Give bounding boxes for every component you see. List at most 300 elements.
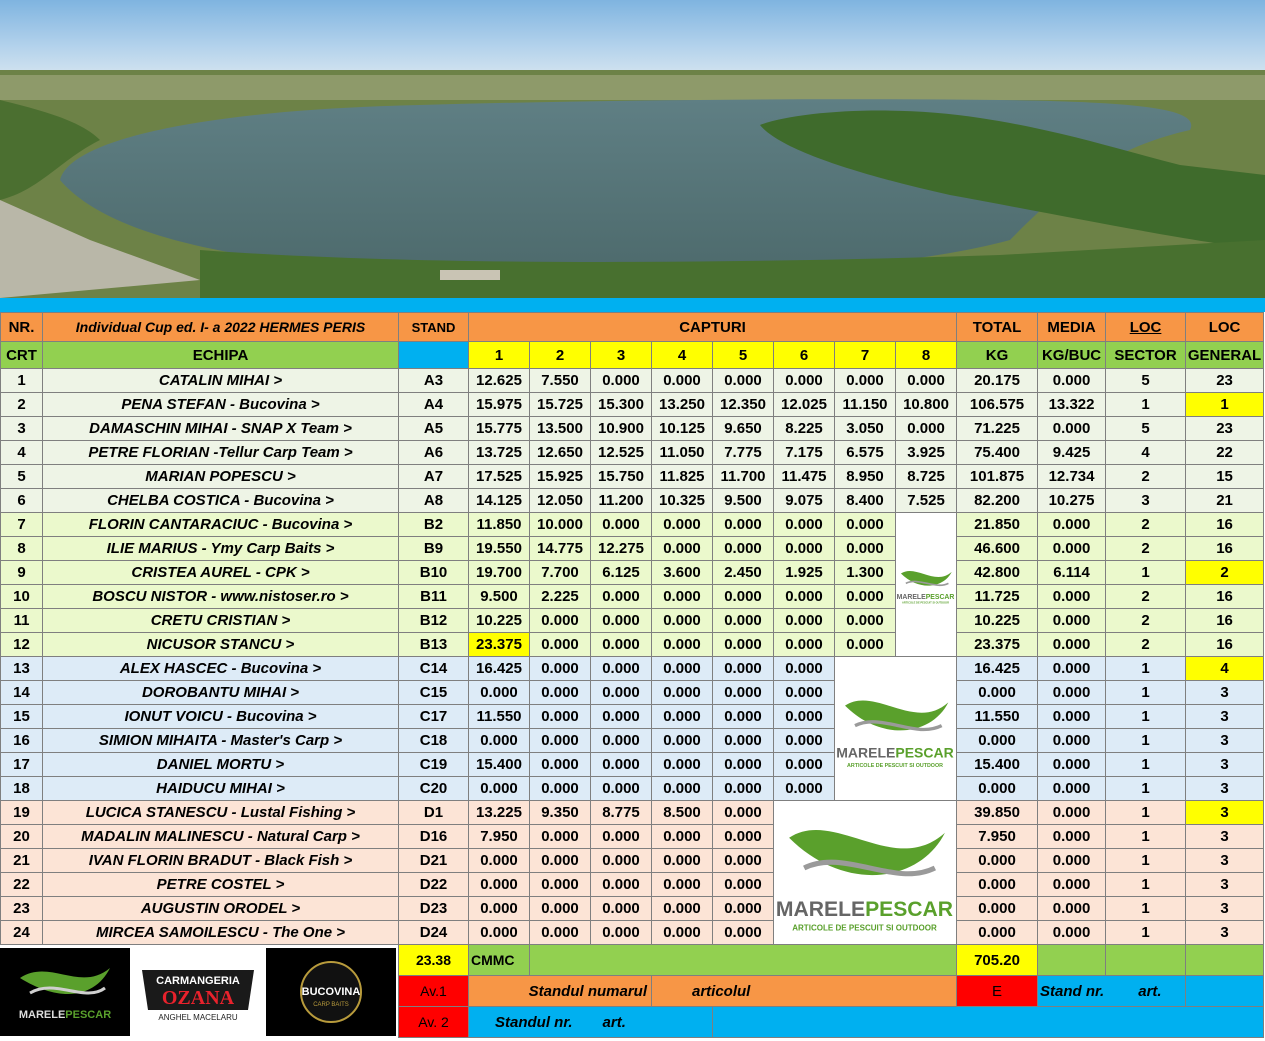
- capture-col-7: 7: [835, 342, 896, 369]
- loc-general-cell: 3: [1186, 801, 1264, 825]
- media-cell: 0.000: [1038, 729, 1106, 753]
- total-kg-cell: 75.400: [957, 441, 1038, 465]
- media-cell: 0.000: [1038, 777, 1106, 801]
- capture-cell: 11.050: [652, 441, 713, 465]
- capture-cell: 12.525: [591, 441, 652, 465]
- capture-cell: 0.000: [591, 369, 652, 393]
- row-number: 21: [1, 849, 43, 873]
- capture-cell: 0.000: [591, 873, 652, 897]
- competitor-team-text: - Bucovina >: [240, 492, 334, 509]
- stand-cell: D1: [399, 801, 469, 825]
- capture-cell: 15.725: [530, 393, 591, 417]
- stand-cell: C14: [399, 657, 469, 681]
- capture-cell: 0.000: [652, 609, 713, 633]
- capture-cell: 0.000: [652, 681, 713, 705]
- competitor-name-text: PENA STEFAN: [121, 396, 226, 413]
- capture-cell: 0.000: [530, 921, 591, 945]
- header-loc-general: LOC: [1186, 313, 1264, 342]
- table-row: [1, 777, 1264, 801]
- competitor-name-text: CHELBA COSTICA: [107, 492, 241, 509]
- capture-cell: 10.225: [469, 609, 530, 633]
- competitor-name-text: CATALIN MIHAI >: [158, 372, 283, 389]
- table-row: [1, 753, 1264, 777]
- loc-general-cell: 3: [1186, 777, 1264, 801]
- total-kg-cell: 23.375: [957, 633, 1038, 657]
- competitor-team-text: - SNAP X Team >: [227, 420, 352, 437]
- marele-pescar-logo: [896, 513, 957, 657]
- media-cell: 10.275: [1038, 489, 1106, 513]
- capture-cell: 12.650: [530, 441, 591, 465]
- capture-cell: 12.025: [774, 393, 835, 417]
- competitor-name-text: IONUT VOICU: [124, 708, 223, 725]
- table-row: [1, 657, 1264, 681]
- media-cell: 13.322: [1038, 393, 1106, 417]
- capture-cell: 0.000: [469, 729, 530, 753]
- loc-general-cell: 4: [1186, 657, 1264, 681]
- capture-cell: 0.000: [835, 369, 896, 393]
- capture-cell: 0.000: [774, 753, 835, 777]
- media-cell: 0.000: [1038, 417, 1106, 441]
- capture-cell: 0.000: [652, 585, 713, 609]
- table-row: [1, 849, 1264, 873]
- stand-cell: D23: [399, 897, 469, 921]
- table-row: [1, 633, 1264, 657]
- loc-general-cell: 3: [1186, 873, 1264, 897]
- loc-sector-cell: 1: [1106, 753, 1186, 777]
- capture-cell: 11.825: [652, 465, 713, 489]
- competitor-name: [43, 633, 399, 657]
- loc-general-cell: 3: [1186, 849, 1264, 873]
- stand-cell: B10: [399, 561, 469, 585]
- capture-cell: 0.000: [530, 897, 591, 921]
- loc-sector-cell: 1: [1106, 921, 1186, 945]
- competitor-name: [43, 873, 399, 897]
- loc-sector-cell: 1: [1106, 705, 1186, 729]
- capture-cell: 11.550: [469, 705, 530, 729]
- capture-cell: 0.000: [774, 609, 835, 633]
- competitor-team-text: - CPK >: [251, 564, 310, 581]
- capture-cell: 12.275: [591, 537, 652, 561]
- capture-cell: 0.000: [530, 681, 591, 705]
- capture-cell: 0.000: [591, 681, 652, 705]
- competitor-team-text: - Bucovina >: [222, 708, 317, 725]
- media-cell: 0.000: [1038, 825, 1106, 849]
- loc-sector-cell: 1: [1106, 849, 1186, 873]
- table-row: [1, 729, 1264, 753]
- competitor-name: [43, 801, 399, 825]
- competitor-name: [43, 777, 399, 801]
- capture-cell: 0.000: [896, 369, 957, 393]
- competitor-name: [43, 825, 399, 849]
- capture-cell: 11.475: [774, 465, 835, 489]
- media-cell: 0.000: [1038, 849, 1106, 873]
- capture-cell: 0.000: [652, 873, 713, 897]
- table-row: [1, 369, 1264, 393]
- table-row: [1, 873, 1264, 897]
- capture-cell: 2.450: [713, 561, 774, 585]
- best-catch-value: 23.38: [399, 945, 469, 976]
- capture-cell: 3.925: [896, 441, 957, 465]
- row-number: 6: [1, 489, 43, 513]
- competitor-name: [43, 753, 399, 777]
- competitor-name: [43, 897, 399, 921]
- loc-general-cell: 3: [1186, 921, 1264, 945]
- competitor-name: [43, 681, 399, 705]
- total-kg-cell: 82.200: [957, 489, 1038, 513]
- row-number: 4: [1, 441, 43, 465]
- loc-general-cell: 15: [1186, 465, 1264, 489]
- stand-cell: C18: [399, 729, 469, 753]
- loc-sector-cell: 1: [1106, 393, 1186, 417]
- e-label: E: [957, 976, 1038, 1007]
- capture-cell: 0.000: [713, 801, 774, 825]
- table-row: [1, 417, 1264, 441]
- capture-col-3: 3: [591, 342, 652, 369]
- total-kg-cell: 7.950: [957, 825, 1038, 849]
- media-cell: 6.114: [1038, 561, 1106, 585]
- av1-text-a: Standul numarul: [528, 982, 647, 1000]
- capture-cell: 0.000: [591, 921, 652, 945]
- capture-cell: 0.000: [652, 657, 713, 681]
- capture-cell: 15.750: [591, 465, 652, 489]
- capture-cell: 0.000: [713, 849, 774, 873]
- loc-general-cell: 3: [1186, 825, 1264, 849]
- row-number: 14: [1, 681, 43, 705]
- loc-sector-cell: 1: [1106, 681, 1186, 705]
- capture-cell: 9.075: [774, 489, 835, 513]
- media-cell: 0.000: [1038, 873, 1106, 897]
- capture-cell: 16.425: [469, 657, 530, 681]
- stand-cell: B12: [399, 609, 469, 633]
- loc-sector-cell: 5: [1106, 417, 1186, 441]
- capture-cell: 0.000: [530, 729, 591, 753]
- capture-col-4: 4: [652, 342, 713, 369]
- row-number: 5: [1, 465, 43, 489]
- loc-general-cell: 3: [1186, 729, 1264, 753]
- row-number: 8: [1, 537, 43, 561]
- capture-cell: 2.225: [530, 585, 591, 609]
- marele-pescar-logo: [835, 657, 957, 801]
- capture-cell: 10.000: [530, 513, 591, 537]
- loc-sector-cell: 2: [1106, 537, 1186, 561]
- header-row-2: [1, 342, 1264, 369]
- media-cell: 0.000: [1038, 705, 1106, 729]
- capture-cell: 10.900: [591, 417, 652, 441]
- competitor-team-text: -Tellur Carp Team >: [209, 444, 353, 461]
- media-cell: 0.000: [1038, 753, 1106, 777]
- loc-sector-cell: 2: [1106, 513, 1186, 537]
- stand-cell: C15: [399, 681, 469, 705]
- competitor-name: [43, 921, 399, 945]
- capture-cell: 7.525: [896, 489, 957, 513]
- media-cell: 9.425: [1038, 441, 1106, 465]
- loc-general-cell: 3: [1186, 681, 1264, 705]
- header-loc-sector: LOC: [1106, 313, 1186, 342]
- loc-sector-cell: 3: [1106, 489, 1186, 513]
- loc-general-cell: 2: [1186, 561, 1264, 585]
- capture-cell: 0.000: [713, 753, 774, 777]
- total-kg-cell: 42.800: [957, 561, 1038, 585]
- capture-cell: 23.375: [469, 633, 530, 657]
- table-row: [1, 609, 1264, 633]
- row-number: 7: [1, 513, 43, 537]
- capture-cell: 15.775: [469, 417, 530, 441]
- capture-cell: 6.575: [835, 441, 896, 465]
- media-cell: 12.734: [1038, 465, 1106, 489]
- capture-cell: 7.950: [469, 825, 530, 849]
- competitor-name: [43, 537, 399, 561]
- capture-cell: 0.000: [652, 705, 713, 729]
- stand-cell: A4: [399, 393, 469, 417]
- results-table: [0, 312, 1264, 1038]
- capture-cell: 0.000: [774, 537, 835, 561]
- capture-cell: 11.850: [469, 513, 530, 537]
- capture-cell: 0.000: [835, 609, 896, 633]
- loc-sector-cell: 1: [1106, 873, 1186, 897]
- table-row: [1, 465, 1264, 489]
- capture-cell: 8.775: [591, 801, 652, 825]
- svg-text:MARELEPESCAR: MARELEPESCAR: [775, 897, 954, 921]
- capture-cell: 10.800: [896, 393, 957, 417]
- marele-pescar-logo: [774, 801, 957, 945]
- capture-cell: 0.000: [591, 705, 652, 729]
- capture-cell: 0.000: [591, 897, 652, 921]
- loc-sector-cell: 1: [1106, 897, 1186, 921]
- capture-cell: 0.000: [713, 729, 774, 753]
- capture-cell: 0.000: [591, 729, 652, 753]
- competitor-name-text: PETRE FLORIAN: [88, 444, 210, 461]
- capture-cell: 0.000: [530, 873, 591, 897]
- total-kg-cell: 0.000: [957, 849, 1038, 873]
- loc-sector-cell: 2: [1106, 609, 1186, 633]
- header-general: GENERAL: [1186, 342, 1264, 369]
- row-number: 11: [1, 609, 43, 633]
- competitor-name-text: NICUSOR STANCU >: [146, 636, 295, 653]
- capture-cell: 0.000: [652, 369, 713, 393]
- competitor-team-text: - Black Fish >: [250, 852, 353, 869]
- capture-cell: 14.125: [469, 489, 530, 513]
- capture-cell: 0.000: [774, 633, 835, 657]
- svg-text:ANGHEL MACELARU: ANGHEL MACELARU: [158, 1013, 238, 1022]
- table-row: [1, 705, 1264, 729]
- media-cell: 0.000: [1038, 921, 1106, 945]
- capture-cell: 0.000: [713, 537, 774, 561]
- av2-text-a: Standul nr.: [495, 1013, 573, 1031]
- capture-cell: 15.925: [530, 465, 591, 489]
- capture-cell: 3.050: [835, 417, 896, 441]
- capture-cell: 0.000: [591, 825, 652, 849]
- loc-sector-cell: 1: [1106, 777, 1186, 801]
- competitor-team-text: - Bucovina >: [225, 396, 320, 413]
- row-number: 18: [1, 777, 43, 801]
- media-cell: 0.000: [1038, 513, 1106, 537]
- capture-cell: 0.000: [835, 633, 896, 657]
- capture-col-1: 1: [469, 342, 530, 369]
- loc-general-cell: 23: [1186, 369, 1264, 393]
- competitor-name-text: CRISTEA AUREL: [131, 564, 252, 581]
- total-kg-cell: 16.425: [957, 657, 1038, 681]
- competitor-name-text: HAIDUCU MIHAI >: [156, 780, 285, 797]
- capture-cell: 15.300: [591, 393, 652, 417]
- competitor-name-text: DANIEL MORTU >: [156, 756, 285, 773]
- competitor-name-text: MIRCEA SAMOILESCU: [95, 924, 259, 941]
- media-cell: 0.000: [1038, 585, 1106, 609]
- capture-cell: 0.000: [469, 849, 530, 873]
- competitor-name-text: SIMION MIHAITA: [98, 732, 218, 749]
- bucovina-sponsor-logo: [266, 948, 396, 1036]
- av1-text-b: articolul: [692, 982, 751, 1000]
- capture-cell: 0.000: [469, 681, 530, 705]
- capture-cell: 7.175: [774, 441, 835, 465]
- table-row: [1, 897, 1264, 921]
- table-row: [1, 489, 1264, 513]
- stand-cell: D21: [399, 849, 469, 873]
- capture-col-2: 2: [530, 342, 591, 369]
- table-row: [1, 537, 1264, 561]
- capture-cell: 0.000: [530, 609, 591, 633]
- capture-cell: 8.725: [896, 465, 957, 489]
- competitor-name: [43, 705, 399, 729]
- stand-cell: B9: [399, 537, 469, 561]
- total-kg-cell: 0.000: [957, 921, 1038, 945]
- capture-cell: 10.325: [652, 489, 713, 513]
- stand-nr-label: Stand nr.: [1040, 982, 1105, 1000]
- capture-cell: 0.000: [591, 513, 652, 537]
- svg-text:ARTICOLE DE PESCUIT SI OUTDOOR: ARTICOLE DE PESCUIT SI OUTDOOR: [847, 762, 943, 769]
- capture-cell: 15.975: [469, 393, 530, 417]
- competitor-name-text: LUCICA STANESCU: [85, 804, 228, 821]
- capture-cell: 17.525: [469, 465, 530, 489]
- capture-cell: 0.000: [774, 585, 835, 609]
- capture-cell: 0.000: [713, 513, 774, 537]
- competitor-team-text: - Bucovina >: [258, 516, 353, 533]
- capture-cell: 0.000: [469, 873, 530, 897]
- svg-text:BUCOVINA: BUCOVINA: [301, 986, 361, 998]
- header-stand: STAND: [399, 313, 469, 342]
- capture-cell: 0.000: [713, 633, 774, 657]
- stand-cell: A8: [399, 489, 469, 513]
- loc-general-cell: 21: [1186, 489, 1264, 513]
- loc-general-cell: 16: [1186, 585, 1264, 609]
- stand-cell: B11: [399, 585, 469, 609]
- capture-col-5: 5: [713, 342, 774, 369]
- competitor-team-text: - Ymy Carp Baits >: [197, 540, 335, 557]
- grand-total-value: 705.20: [957, 945, 1038, 976]
- capture-cell: 0.000: [591, 633, 652, 657]
- competitor-team-text: - Natural Carp >: [243, 828, 360, 845]
- capture-cell: 9.350: [530, 801, 591, 825]
- capture-cell: 8.500: [652, 801, 713, 825]
- capture-cell: 9.650: [713, 417, 774, 441]
- capture-cell: 6.125: [591, 561, 652, 585]
- capture-cell: 0.000: [835, 513, 896, 537]
- total-kg-cell: 0.000: [957, 729, 1038, 753]
- loc-sector-cell: 1: [1106, 729, 1186, 753]
- loc-sector-cell: 2: [1106, 465, 1186, 489]
- stand-cell: A5: [399, 417, 469, 441]
- capture-cell: 0.000: [652, 777, 713, 801]
- svg-text:MARELEPESCAR: MARELEPESCAR: [18, 1009, 112, 1021]
- svg-text:CARP BAITS: CARP BAITS: [313, 1002, 349, 1008]
- capture-cell: 0.000: [713, 921, 774, 945]
- capture-cell: 13.225: [469, 801, 530, 825]
- capture-cell: 15.400: [469, 753, 530, 777]
- total-kg-cell: 0.000: [957, 681, 1038, 705]
- capture-cell: 14.775: [530, 537, 591, 561]
- capture-col-8: 8: [896, 342, 957, 369]
- capture-cell: 0.000: [530, 633, 591, 657]
- header-total: TOTAL: [957, 313, 1038, 342]
- loc-general-cell: 3: [1186, 705, 1264, 729]
- stand-cell: C17: [399, 705, 469, 729]
- capture-cell: 13.725: [469, 441, 530, 465]
- capture-cell: 0.000: [530, 825, 591, 849]
- competitor-team-text: - Master's Carp >: [217, 732, 343, 749]
- capture-cell: 11.700: [713, 465, 774, 489]
- capture-cell: 0.000: [530, 777, 591, 801]
- svg-text:ARTICOLE DE PESCUIT SI OUTDOOR: ARTICOLE DE PESCUIT SI OUTDOOR: [902, 601, 949, 605]
- capture-cell: 0.000: [652, 921, 713, 945]
- capture-cell: 0.000: [652, 729, 713, 753]
- competitor-name: [43, 369, 399, 393]
- media-cell: 0.000: [1038, 657, 1106, 681]
- capture-cell: 0.000: [713, 681, 774, 705]
- media-cell: 0.000: [1038, 633, 1106, 657]
- lake-aerial-photo: [0, 0, 1265, 298]
- marele-pescar-sponsor-logo: [0, 948, 130, 1036]
- loc-general-cell: 16: [1186, 513, 1264, 537]
- capture-cell: 0.000: [591, 777, 652, 801]
- capture-cell: 0.000: [652, 513, 713, 537]
- capture-cell: 8.400: [835, 489, 896, 513]
- capture-cell: 0.000: [774, 513, 835, 537]
- total-kg-cell: 106.575: [957, 393, 1038, 417]
- loc-general-cell: 23: [1186, 417, 1264, 441]
- competitor-name: [43, 561, 399, 585]
- table-row: [1, 921, 1264, 945]
- competitor-name: [43, 441, 399, 465]
- capture-cell: 7.550: [530, 369, 591, 393]
- row-number: 13: [1, 657, 43, 681]
- capture-cell: 12.625: [469, 369, 530, 393]
- media-cell: 0.000: [1038, 369, 1106, 393]
- svg-text:CARMANGERIA: CARMANGERIA: [156, 975, 240, 987]
- capture-cell: 0.000: [835, 585, 896, 609]
- ozana-sponsor-logo: [132, 948, 264, 1036]
- competitor-name: [43, 489, 399, 513]
- capture-cell: 0.000: [652, 537, 713, 561]
- capture-cell: 0.000: [469, 921, 530, 945]
- capture-cell: 0.000: [652, 825, 713, 849]
- media-cell: 0.000: [1038, 609, 1106, 633]
- stand-cell: A3: [399, 369, 469, 393]
- competitor-team-text: - Bucovina >: [227, 660, 322, 677]
- svg-text:MARELEPESCAR: MARELEPESCAR: [896, 593, 955, 601]
- header-kg: KG: [957, 342, 1038, 369]
- capture-cell: 0.000: [774, 777, 835, 801]
- header-kgbuc: KG/BUC: [1038, 342, 1106, 369]
- capture-cell: 10.125: [652, 417, 713, 441]
- av2-text-b: art.: [602, 1013, 626, 1031]
- competitor-name-text: CRETU CRISTIAN >: [150, 612, 291, 629]
- competitor-name: [43, 513, 399, 537]
- capture-cell: 9.500: [713, 489, 774, 513]
- total-kg-cell: 46.600: [957, 537, 1038, 561]
- competitor-name-text: ALEX HASCEC: [119, 660, 228, 677]
- stand-cell: C20: [399, 777, 469, 801]
- capture-cell: 8.225: [774, 417, 835, 441]
- capture-cell: 13.250: [652, 393, 713, 417]
